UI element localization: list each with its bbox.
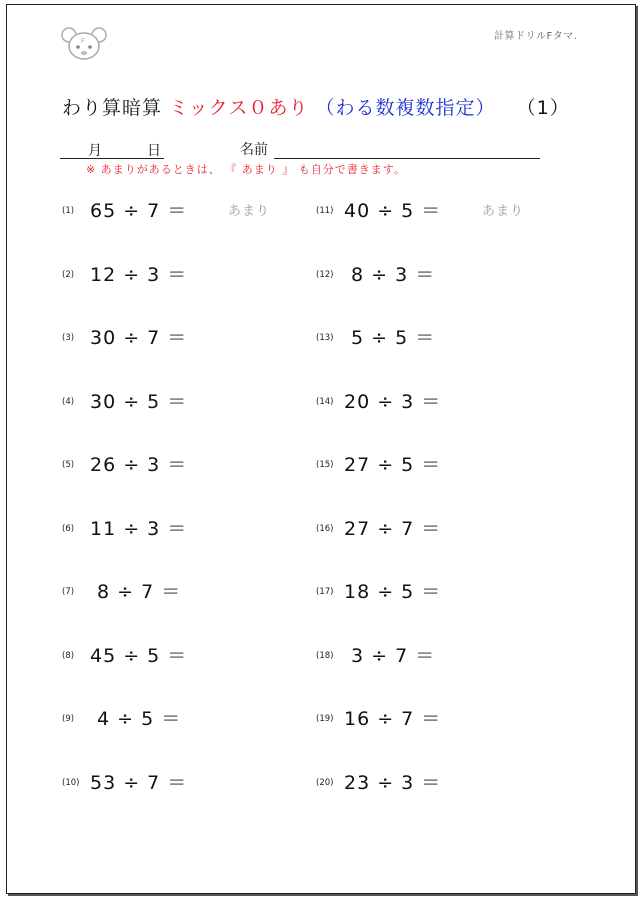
- problem-expression: 27 ÷ 5 ＝: [344, 454, 442, 476]
- remainder-hint: あまり: [482, 204, 525, 219]
- problem-number: (17): [316, 587, 334, 597]
- problem-expression: 30 ÷ 7 ＝: [90, 327, 188, 349]
- date-underline: [60, 158, 164, 159]
- worksheet-title: [62, 93, 570, 120]
- problem-number: (3): [62, 333, 75, 343]
- problem-item: [316, 450, 556, 480]
- problem-number: (6): [62, 523, 75, 534]
- problem-expression: 40 ÷ 5 ＝: [344, 200, 442, 222]
- problem-item: [316, 323, 556, 353]
- sheet-number: （1）: [516, 97, 570, 119]
- day-label: 日: [147, 143, 161, 159]
- problem-number: (5): [62, 460, 75, 470]
- problem-item: [62, 577, 302, 607]
- problem-number: (7): [62, 587, 75, 597]
- problem-number: (20): [316, 777, 334, 788]
- problem-expression: 53 ÷ 7 ＝: [90, 771, 188, 794]
- problem-number: (2): [62, 269, 75, 280]
- problem-item: [62, 768, 302, 798]
- problem-item: [316, 514, 556, 544]
- problem-expression: 12 ÷ 3 ＝: [90, 263, 188, 286]
- problem-number: (19): [316, 714, 334, 724]
- brand-label: 計算ドリルFタマ.: [494, 31, 578, 42]
- problem-item: [316, 704, 556, 734]
- problem-item: [316, 196, 556, 226]
- problem-number: (10): [62, 777, 80, 788]
- problem-expression: 3 ÷ 7 ＝: [344, 644, 436, 667]
- problem-number: (15): [316, 460, 334, 470]
- problem-item: [62, 641, 302, 671]
- problem-item: [62, 450, 302, 480]
- problem-item: [62, 387, 302, 417]
- problem-number: (12): [316, 269, 334, 280]
- problem-number: (16): [316, 523, 334, 534]
- problem-item: [62, 196, 302, 226]
- problem-expression: 8 ÷ 7 ＝: [90, 581, 182, 603]
- problem-item: [316, 768, 556, 798]
- svg-text:F: F: [81, 38, 85, 45]
- problem-expression: 8 ÷ 3 ＝: [344, 263, 436, 286]
- problem-item: [62, 260, 302, 290]
- problem-expression: 45 ÷ 5 ＝: [90, 644, 188, 667]
- remainder-hint: あまり: [228, 204, 271, 219]
- problem-number: (4): [62, 396, 75, 407]
- problem-number: (11): [316, 206, 334, 216]
- problem-number: (1): [62, 206, 75, 216]
- problem-item: [62, 704, 302, 734]
- title-part-1: わり算暗算: [62, 97, 163, 119]
- problem-expression: 16 ÷ 7 ＝: [344, 708, 442, 730]
- problem-item: [316, 260, 556, 290]
- problem-expression: 27 ÷ 7 ＝: [344, 517, 442, 540]
- problem-expression: 4 ÷ 5 ＝: [90, 708, 182, 730]
- problem-number: (14): [316, 396, 334, 407]
- problem-item: [316, 577, 556, 607]
- date-name-row: [60, 137, 542, 159]
- name-underline[interactable]: [274, 158, 540, 159]
- problem-number: (9): [62, 714, 75, 724]
- problem-item: [316, 641, 556, 671]
- problem-number: (18): [316, 650, 334, 661]
- problem-item: [62, 323, 302, 353]
- problem-expression: 18 ÷ 5 ＝: [344, 581, 442, 603]
- problem-expression: 30 ÷ 5 ＝: [90, 390, 188, 413]
- problem-number: (8): [62, 650, 75, 661]
- month-label: 月: [88, 143, 102, 159]
- problem-number: (13): [316, 333, 334, 343]
- title-part-3: （わる数複数指定）: [315, 97, 496, 119]
- name-label: 名前: [240, 142, 268, 158]
- problem-expression: 5 ÷ 5 ＝: [344, 327, 436, 349]
- problem-expression: 23 ÷ 3 ＝: [344, 771, 442, 794]
- problem-expression: 65 ÷ 7 ＝: [90, 200, 188, 222]
- problem-item: [62, 514, 302, 544]
- title-part-2: ミックス０あり: [169, 97, 309, 119]
- problem-expression: 20 ÷ 3 ＝: [344, 390, 442, 413]
- mascot-logo-icon: [60, 26, 108, 62]
- problem-expression: 26 ÷ 3 ＝: [90, 454, 188, 476]
- problem-item: [316, 387, 556, 417]
- problem-expression: 11 ÷ 3 ＝: [90, 517, 188, 540]
- remainder-note: ※ あまりがあるときは、 『 あまり 』 も自分で書きます。: [86, 163, 406, 176]
